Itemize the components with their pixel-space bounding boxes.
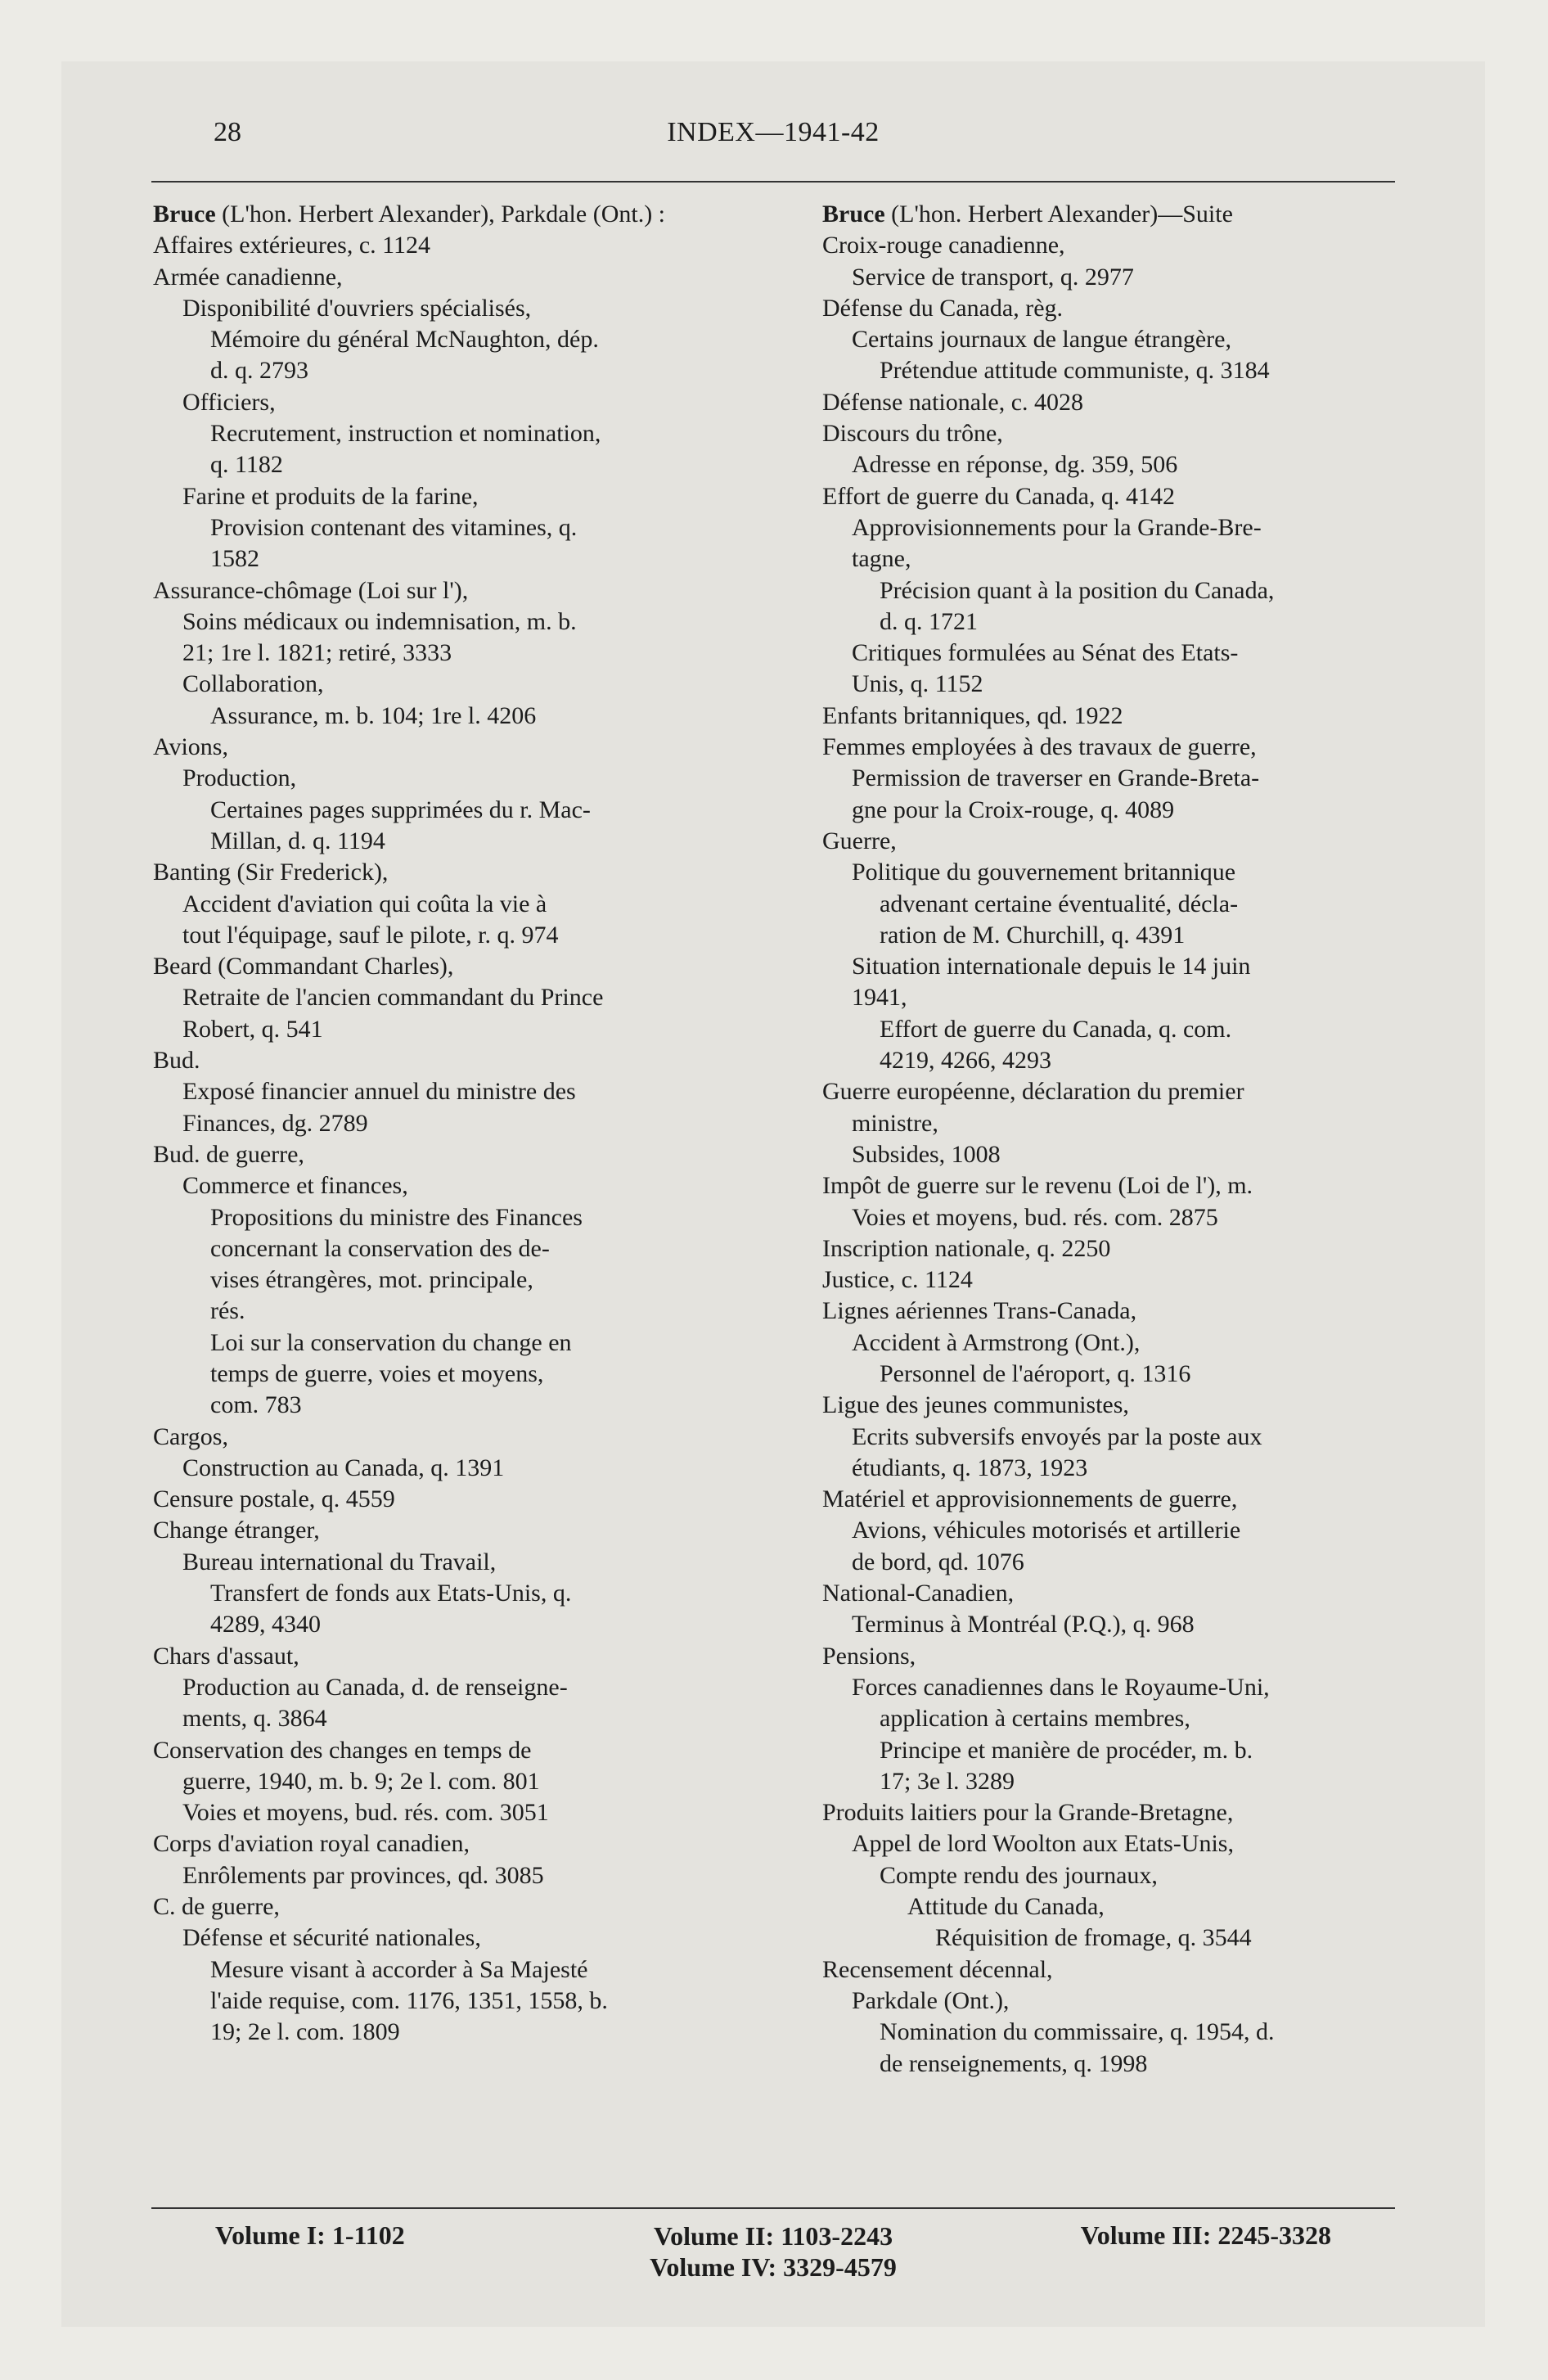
index-entry: de bord, qd. 1076 xyxy=(852,1548,1024,1575)
index-entry: temps de guerre, voies et moyens, xyxy=(210,1359,544,1387)
index-entry: Guerre européenne, déclaration du premier xyxy=(822,1078,1244,1106)
index-entry: 4219, 4266, 4293 xyxy=(880,1047,1051,1075)
index-entry: Farine et produits de la farine, xyxy=(182,482,479,510)
index-entry: Effort de guerre du Canada, q. 4142 xyxy=(822,482,1175,510)
index-entry: Assurance-chômage (Loi sur l'), xyxy=(153,576,469,604)
index-entry: l'aide requise, com. 1176, 1351, 1558, b. xyxy=(210,1986,608,2014)
index-entry: Nomination du commissaire, q. 1954, d. xyxy=(880,2018,1275,2046)
index-entry: Recensement décennal, xyxy=(822,1955,1053,1983)
index-entry: Matériel et approvisionnements de guerre, xyxy=(822,1485,1238,1513)
index-entry: Service de transport, q. 2977 xyxy=(852,263,1134,291)
index-entry: Inscription nationale, q. 2250 xyxy=(822,1234,1111,1262)
index-entry: Guerre, xyxy=(822,827,897,854)
index-entry: Pensions, xyxy=(822,1642,916,1670)
index-entry: Retraite de l'ancien commandant du Prince xyxy=(182,984,604,1012)
index-entry: tout l'équipage, sauf le pilote, r. q. 974 xyxy=(182,921,559,949)
index-entry: 1941, xyxy=(852,984,907,1012)
index-entry: Attitude du Canada, xyxy=(907,1893,1105,1921)
index-entry: étudiants, q. 1873, 1923 xyxy=(852,1454,1088,1481)
index-entry: gne pour la Croix-rouge, q. 4089 xyxy=(852,796,1175,823)
index-entry: Finances, dg. 2789 xyxy=(182,1109,368,1137)
index-entry: Mesure visant à accorder à Sa Majesté xyxy=(210,1955,588,1983)
index-entry: Justice, c. 1124 xyxy=(822,1266,973,1294)
index-entry: Construction au Canada, q. 1391 xyxy=(182,1454,505,1481)
index-entry: Affaires extérieures, c. 1124 xyxy=(153,232,431,259)
index-entry: Censure postale, q. 4559 xyxy=(153,1485,395,1513)
index-entry: 19; 2e l. com. 1809 xyxy=(210,2018,400,2046)
right-column xyxy=(822,199,1428,2080)
page-number: 28 xyxy=(214,117,241,147)
running-title: INDEX—1941-42 xyxy=(667,117,880,147)
index-entry: Défense et sécurité nationales, xyxy=(182,1924,481,1952)
index-entry: Bureau international du Travail, xyxy=(182,1548,497,1575)
index-entry: Appel de lord Woolton aux Etats-Unis, xyxy=(852,1830,1234,1858)
index-entry: Officiers, xyxy=(182,388,276,416)
index-entry: 17; 3e l. 3289 xyxy=(880,1767,1015,1795)
index-entry: Compte rendu des journaux, xyxy=(880,1861,1158,1889)
index-entry: Disponibilité d'ouvriers spécialisés, xyxy=(182,294,532,322)
index-entry: Voies et moyens, bud. rés. com. 3051 xyxy=(182,1799,549,1827)
index-entry: Collaboration, xyxy=(182,670,324,698)
index-entry: 4289, 4340 xyxy=(210,1611,321,1639)
left-column xyxy=(153,199,758,2049)
index-entry: rés. xyxy=(210,1297,245,1325)
index-entry: Accident à Armstrong (Ont.), xyxy=(852,1328,1141,1356)
index-entry: Change étranger, xyxy=(153,1517,320,1544)
index-entry: Parkdale (Ont.), xyxy=(852,1986,1010,2014)
index-entry xyxy=(822,199,1428,230)
index-entry: Femmes employées à des travaux de guerre, xyxy=(822,733,1257,761)
index-entry: Voies et moyens, bud. rés. com. 2875 xyxy=(852,1203,1218,1231)
index-entry: Croix-rouge canadienne, xyxy=(822,232,1065,259)
index-entry: Situation internationale depuis le 14 juin xyxy=(852,953,1251,980)
header-rule xyxy=(151,181,1395,183)
index-entry: Loi sur la conservation du change en xyxy=(210,1328,572,1356)
index-entry: Production au Canada, d. de renseigne- xyxy=(182,1673,568,1701)
page-footer xyxy=(151,2220,1395,2294)
index-entry: Conservation des changes en temps de xyxy=(153,1736,532,1764)
index-entry: Exposé financier annuel du ministre des xyxy=(182,1078,576,1106)
index-entry: Défense du Canada, règ. xyxy=(822,294,1064,322)
index-entry xyxy=(153,199,758,230)
index-entry: Ligue des jeunes communistes, xyxy=(822,1391,1129,1419)
index-entry: Beard (Commandant Charles), xyxy=(153,953,454,980)
volume-3-range: Volume III: 2245-3328 xyxy=(1080,2220,1331,2250)
index-entry: Lignes aériennes Trans-Canada, xyxy=(822,1297,1137,1325)
index-entry: com. 783 xyxy=(210,1391,302,1419)
index-entry: Réquisition de fromage, q. 3544 xyxy=(935,1924,1252,1952)
index-entry: 1582 xyxy=(210,545,259,573)
index-entry: Certaines pages supprimées du r. Mac- xyxy=(210,796,591,823)
index-entry: Permission de traverser en Grande-Breta- xyxy=(852,764,1260,792)
index-entry: Propositions du ministre des Finances xyxy=(210,1203,583,1231)
index-entry: d. q. 1721 xyxy=(880,607,978,635)
index-entry: Précision quant à la position du Canada, xyxy=(880,576,1275,604)
index-entry: Enfants britanniques, qd. 1922 xyxy=(822,701,1123,729)
index-entry: Provision contenant des vitamines, q. xyxy=(210,513,578,541)
index-entry: National-Canadien, xyxy=(822,1580,1015,1607)
index-entry: Approvisionnements pour la Grande-Bre- xyxy=(852,513,1262,541)
volume-4-range: Volume IV: 3329-4579 xyxy=(650,2252,897,2282)
index-entry: Défense nationale, c. 4028 xyxy=(822,388,1084,416)
index-entry: tagne, xyxy=(852,545,911,573)
index-entry: concernant la conservation des de- xyxy=(210,1234,550,1262)
page-header xyxy=(151,117,1395,158)
volume-1-range: Volume I: 1-1102 xyxy=(215,2220,405,2250)
index-entry: Terminus à Montréal (P.Q.), q. 968 xyxy=(852,1611,1195,1639)
index-entry: de renseignements, q. 1998 xyxy=(880,2049,1148,2077)
index-entry: Chars d'assaut, xyxy=(153,1642,299,1670)
index-entry: Banting (Sir Frederick), xyxy=(153,859,389,886)
index-entry: Bud. xyxy=(153,1047,200,1075)
index-entry: Principe et manière de procéder, m. b. xyxy=(880,1736,1253,1764)
index-entry: Produits laitiers pour la Grande-Bretagne, xyxy=(822,1799,1234,1827)
index-entry: Impôt de guerre sur le revenu (Loi de l'), m. xyxy=(822,1172,1253,1200)
index-entry: Commerce et finances, xyxy=(182,1172,408,1200)
index-entry: Accident d'aviation qui coûta la vie à xyxy=(182,890,547,917)
index-entry: Corps d'aviation royal canadien, xyxy=(153,1830,470,1858)
index-entry: Avions, véhicules motorisés et artillerie xyxy=(852,1517,1241,1544)
footer-rule xyxy=(151,2207,1395,2209)
entry-heading-name: Bruce xyxy=(153,201,216,228)
index-entry: advenant certaine éventualité, décla- xyxy=(880,890,1239,917)
index-entry: ments, q. 3864 xyxy=(182,1705,327,1733)
index-entry: q. 1182 xyxy=(210,451,283,479)
index-entry: Transfert de fonds aux Etats-Unis, q. xyxy=(210,1580,572,1607)
index-entry: Forces canadiennes dans le Royaume-Uni, xyxy=(852,1673,1270,1701)
index-entry: guerre, 1940, m. b. 9; 2e l. com. 801 xyxy=(182,1767,540,1795)
index-entry: Prétendue attitude communiste, q. 3184 xyxy=(880,357,1270,385)
entry-heading-name: Bruce xyxy=(822,201,885,228)
index-page xyxy=(61,61,1485,2327)
index-entry: ministre, xyxy=(852,1109,938,1137)
index-entry: Production, xyxy=(182,764,297,792)
index-entry: Assurance, m. b. 104; 1re l. 4206 xyxy=(210,701,537,729)
index-entry: Soins médicaux ou indemnisation, m. b. xyxy=(182,607,577,635)
index-entry: Certains journaux de langue étrangère, xyxy=(852,326,1231,354)
index-entry: Bud. de guerre, xyxy=(153,1140,304,1168)
index-entry: d. q. 2793 xyxy=(210,357,308,385)
index-entry: vises étrangères, mot. principale, xyxy=(210,1266,533,1294)
index-entry: Robert, q. 541 xyxy=(182,1015,323,1043)
index-entry: Politique du gouvernement britannique xyxy=(852,859,1236,886)
volume-2-range: Volume II: 1103-2243 xyxy=(653,2221,893,2251)
entry-text: (L'hon. Herbert Alexander)—Suite xyxy=(891,201,1233,228)
index-entry: Personnel de l'aéroport, q. 1316 xyxy=(880,1359,1191,1387)
index-entry: Armée canadienne, xyxy=(153,263,343,291)
index-entry: application à certains membres, xyxy=(880,1705,1190,1733)
index-entry: Ecrits subversifs envoyés par la poste aux xyxy=(852,1422,1262,1450)
index-entry: C. de guerre, xyxy=(153,1893,280,1921)
index-entry: Enrôlements par provinces, qd. 3085 xyxy=(182,1861,544,1889)
index-entry: Avions, xyxy=(153,733,228,761)
index-entry: Mémoire du général McNaughton, dép. xyxy=(210,326,599,354)
index-entry: Unis, q. 1152 xyxy=(852,670,983,698)
index-entry: Recrutement, instruction et nomination, xyxy=(210,420,601,448)
index-entry: Millan, d. q. 1194 xyxy=(210,827,385,854)
index-entry: 21; 1re l. 1821; retiré, 3333 xyxy=(182,639,452,667)
index-entry: Effort de guerre du Canada, q. com. xyxy=(880,1015,1232,1043)
entry-text: (L'hon. Herbert Alexander), Parkdale (Ont.) : xyxy=(222,201,666,228)
index-entry: Adresse en réponse, dg. 359, 506 xyxy=(852,451,1178,479)
index-entry: ration de M. Churchill, q. 4391 xyxy=(880,921,1186,949)
index-entry: Discours du trône, xyxy=(822,420,1003,448)
index-entry: Cargos, xyxy=(153,1422,228,1450)
index-entry: Critiques formulées au Sénat des Etats- xyxy=(852,639,1239,667)
index-entry: Subsides, 1008 xyxy=(852,1140,1001,1168)
